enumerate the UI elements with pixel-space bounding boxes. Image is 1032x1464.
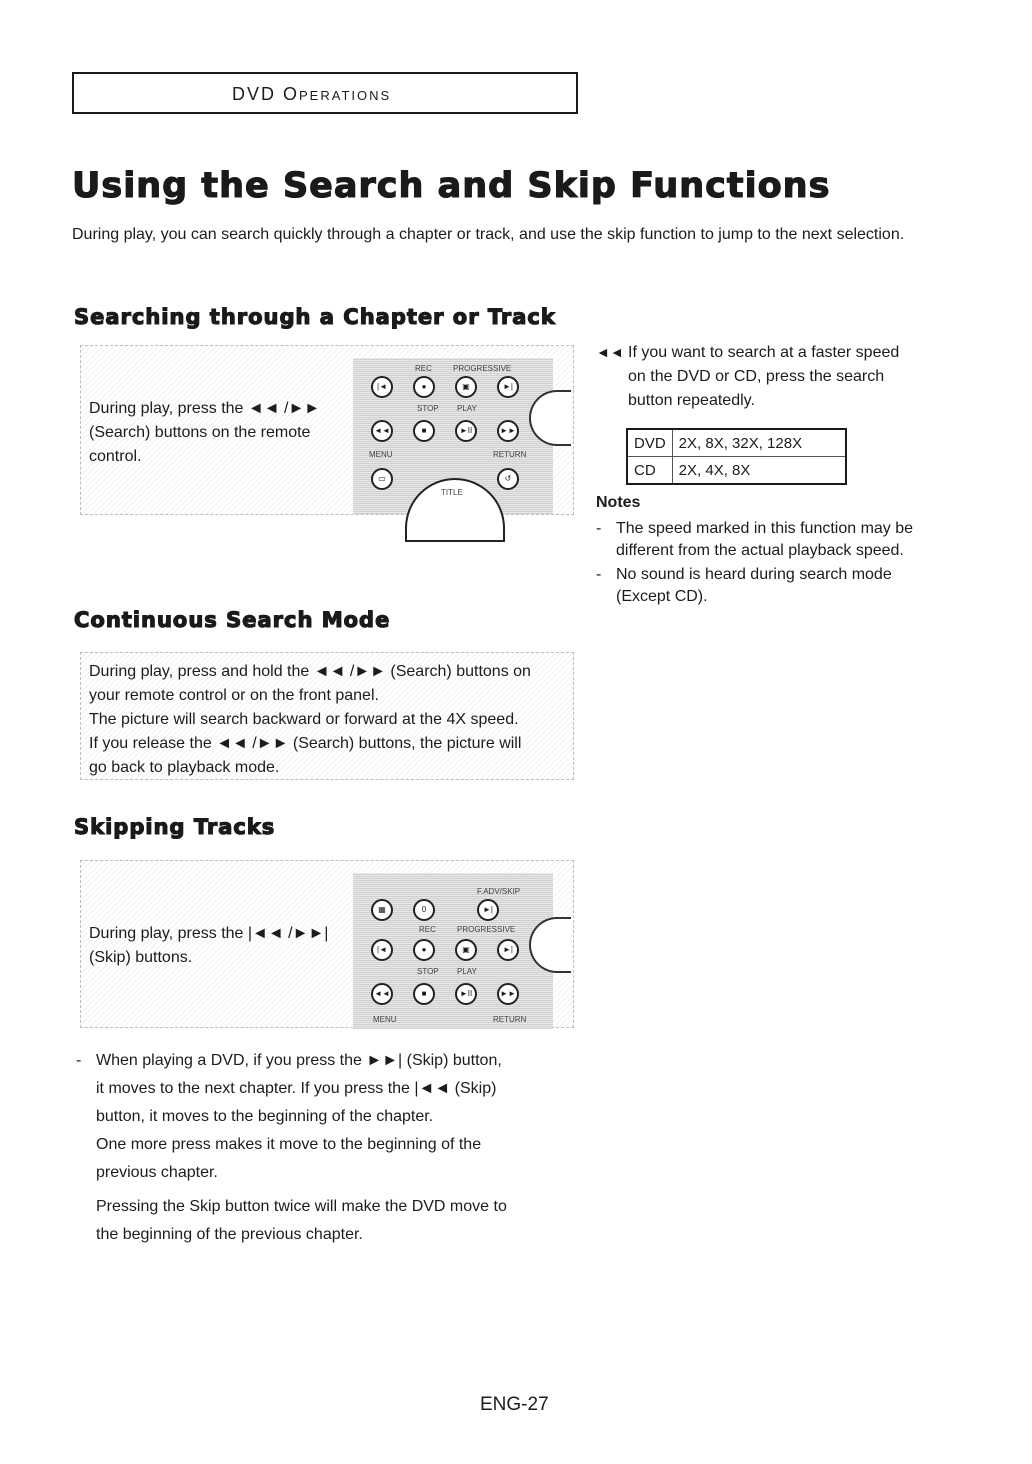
- remote-button-rewind-icon: ◄◄: [371, 420, 393, 442]
- page-title: Using the Search and Skip Functions: [72, 166, 831, 206]
- remote-label-progressive: PROGRESSIVE: [453, 364, 512, 373]
- table-cell-disc: DVD: [627, 429, 672, 457]
- heading-search: Searching through a Chapter or Track: [74, 305, 556, 329]
- table-row: [627, 457, 846, 485]
- note-2-line-2: (Except CD).: [616, 588, 708, 605]
- remote-label-fadv-skip: F.ADV/SKIP: [477, 887, 521, 896]
- table-cell-speeds: 2X, 8X, 32X, 128X: [672, 429, 846, 457]
- remote-label-menu: MENU: [373, 1015, 397, 1024]
- remote-label-stop: STOP: [417, 967, 439, 976]
- search-tip-1: If you want to search at a faster speed: [628, 344, 900, 361]
- continuous-line-3: The picture will search backward or forward at the 4X speed.: [89, 711, 519, 728]
- remote-button-next-icon: ►|: [497, 376, 519, 398]
- search-tip-2: on the DVD or CD, press the search: [628, 368, 885, 385]
- remote-button-forward-icon: ►►: [497, 983, 519, 1005]
- heading-skip: Skipping Tracks: [74, 815, 276, 839]
- remote-label-progressive: PROGRESSIVE: [457, 925, 516, 934]
- skip-instruction-1: During play, press the |◄◄ /►►|: [89, 925, 329, 942]
- search-illustration: [80, 345, 574, 515]
- remote-button-stop-icon: ■: [413, 983, 435, 1005]
- table-cell-speeds: 2X, 4X, 8X: [672, 457, 846, 485]
- remote-button-rec-icon: ●: [413, 376, 435, 398]
- skip-bullet-line-5: previous chapter.: [96, 1164, 218, 1181]
- remote-button-stop-icon: ■: [413, 420, 435, 442]
- remote-button-prev-icon: |◄: [371, 376, 393, 398]
- remote-label-title: TITLE: [441, 488, 463, 497]
- intro-text: During play, you can search quickly through a chapter or track, and use the skip function to jump to the next selection.: [72, 226, 905, 243]
- remote-label-play: PLAY: [457, 404, 477, 413]
- continuous-search-box: [80, 652, 574, 780]
- search-instruction-2: (Search) buttons on the remote: [89, 424, 311, 441]
- continuous-line-4: If you release the ◄◄ /►► (Search) buttons, the picture will: [89, 735, 522, 752]
- skip-bullet-line-3: button, it moves to the beginning of the chapter.: [96, 1108, 434, 1125]
- remote-control-image: [353, 873, 553, 1029]
- remote-label-menu: MENU: [369, 450, 393, 459]
- remote-label-return: RETURN: [493, 450, 527, 459]
- speed-table: [626, 428, 847, 485]
- continuous-line-2: your remote control or on the front panel.: [89, 687, 379, 704]
- continuous-line-1: During play, press and hold the ◄◄ /►► (Search) buttons on: [89, 663, 531, 680]
- continuous-line-5: go back to playback mode.: [89, 759, 280, 776]
- remote-button-fadv-icon: ►|: [477, 899, 499, 921]
- note-2-line-1: - No sound is heard during search mode: [616, 564, 892, 586]
- remote-label-stop: STOP: [417, 404, 439, 413]
- remote-button-return-icon: ↺: [497, 468, 519, 490]
- remote-button-menu-icon: ▭: [371, 468, 393, 490]
- remote-button-forward-icon: ►►: [497, 420, 519, 442]
- page-number: ENG-27: [480, 1394, 549, 1415]
- table-cell-disc: CD: [627, 457, 672, 485]
- skip-bullet-line-7: the beginning of the previous chapter.: [96, 1226, 363, 1243]
- remote-button-rewind-icon: ◄◄: [371, 983, 393, 1005]
- search-instruction-3: control.: [89, 448, 142, 465]
- search-instruction-1: During play, press the ◄◄ /►►: [89, 400, 321, 417]
- skip-bullet-line-6: Pressing the Skip button twice will make the DVD move to: [96, 1198, 507, 1215]
- remote-label-rec: REC: [415, 364, 432, 373]
- note-1-line-2: different from the actual playback speed.: [616, 542, 904, 559]
- skip-bullet-line-2: it moves to the next chapter. If you press the |◄◄ (Skip): [96, 1080, 497, 1097]
- remote-button-progressive-icon: ▣: [455, 939, 477, 961]
- search-tip-3: button repeatedly.: [628, 392, 755, 409]
- remote-button-prev-icon: |◄: [371, 939, 393, 961]
- search-tip-arrow-icon: ◄◄: [596, 344, 624, 360]
- notes-heading: Notes: [596, 494, 641, 511]
- remote-button-zero-icon: 0: [413, 899, 435, 921]
- remote-button-play-icon: ►II: [455, 983, 477, 1005]
- remote-label-return: RETURN: [493, 1015, 527, 1024]
- skip-bullet-line-1: - When playing a DVD, if you press the ►►| (Skip) button,: [96, 1050, 502, 1072]
- heading-continuous: Continuous Search Mode: [74, 608, 391, 632]
- skip-illustration: [80, 860, 574, 1028]
- remote-button-play-icon: ►II: [455, 420, 477, 442]
- remote-label-rec: REC: [419, 925, 436, 934]
- remote-label-play: PLAY: [457, 967, 477, 976]
- skip-instruction-2: (Skip) buttons.: [89, 949, 193, 966]
- remote-button-next-icon: ►|: [497, 939, 519, 961]
- remote-button-progressive-icon: ▣: [455, 376, 477, 398]
- table-row: [627, 429, 846, 457]
- skip-bullet-line-4: One more press makes it move to the beginning of the: [96, 1136, 482, 1153]
- remote-button-rec-icon: ●: [413, 939, 435, 961]
- section-label: DVD Operations: [232, 84, 392, 104]
- section-tab: [72, 72, 578, 114]
- note-1-line-1: - The speed marked in this function may be: [616, 518, 913, 540]
- remote-control-image: [353, 358, 553, 514]
- remote-button-key-icon: ▦: [371, 899, 393, 921]
- remote-nav-pad: [405, 478, 505, 542]
